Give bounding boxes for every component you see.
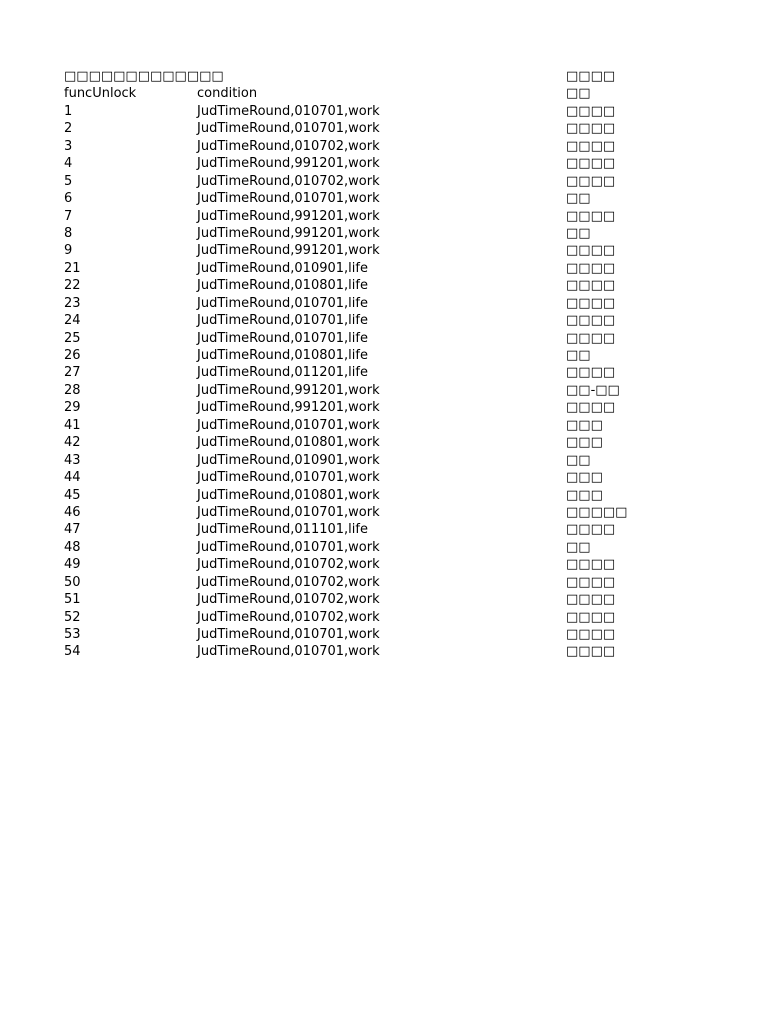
row-gutter bbox=[0, 173, 64, 190]
note-cell: □□□□ bbox=[566, 400, 616, 416]
table-row bbox=[0, 190, 768, 207]
table-row bbox=[0, 591, 768, 608]
func-unlock-id: 4 bbox=[64, 156, 73, 172]
note-cell: □□□□ bbox=[566, 609, 616, 625]
condition-cell: JudTimeRound,010901,work bbox=[197, 452, 380, 468]
note-cell: □□ bbox=[566, 348, 591, 363]
note-cell: □□□ bbox=[566, 417, 603, 433]
func-unlock-id: 5 bbox=[64, 173, 73, 189]
func-unlock-id: 28 bbox=[64, 382, 81, 398]
func-unlock-id: 51 bbox=[64, 592, 81, 608]
row-gutter bbox=[0, 295, 64, 312]
func-unlock-id: 48 bbox=[64, 539, 81, 555]
condition-cell: JudTimeRound,010701,work bbox=[197, 417, 380, 433]
condition-cell: JudTimeRound,011201,life bbox=[197, 365, 368, 381]
func-unlock-id: 25 bbox=[64, 330, 81, 346]
note-cell: □□□□□ bbox=[566, 504, 628, 520]
note-cell: □□□□ bbox=[566, 313, 616, 329]
note-cell: □□□□ bbox=[566, 627, 616, 642]
row-gutter bbox=[0, 312, 64, 329]
note-cell: □□□ bbox=[566, 435, 603, 451]
condition-cell: JudTimeRound,991201,work bbox=[197, 243, 380, 259]
condition-cell: JudTimeRound,010701,work bbox=[197, 121, 380, 137]
note-cell: □□□□ bbox=[566, 156, 616, 172]
table-row bbox=[0, 225, 768, 242]
note-cell: □□□□ bbox=[566, 644, 616, 660]
row-gutter bbox=[0, 574, 64, 591]
row-gutter bbox=[0, 452, 64, 469]
table-row bbox=[0, 487, 768, 504]
table-row bbox=[0, 103, 768, 120]
row-gutter bbox=[0, 103, 64, 120]
table-row bbox=[0, 295, 768, 312]
row-gutter bbox=[0, 591, 64, 608]
note-cell: □□□□ bbox=[566, 592, 616, 608]
func-unlock-id: 6 bbox=[64, 191, 73, 207]
row-gutter bbox=[0, 277, 64, 294]
table-row bbox=[0, 382, 768, 399]
row-gutter bbox=[0, 330, 64, 347]
note-cell: □□□□ bbox=[566, 173, 616, 189]
sheet-title: □□□□□□□□□□□□□ bbox=[64, 69, 224, 84]
table-row bbox=[0, 574, 768, 591]
func-unlock-id: 27 bbox=[64, 365, 81, 381]
note-cell: □□□□ bbox=[566, 365, 616, 381]
row-gutter bbox=[0, 469, 64, 486]
condition-cell: JudTimeRound,010702,work bbox=[197, 138, 380, 154]
note-cell: □□□□ bbox=[566, 522, 616, 538]
row-gutter bbox=[0, 399, 64, 416]
condition-column-header: condition bbox=[197, 86, 258, 102]
condition-cell: JudTimeRound,010702,work bbox=[197, 574, 380, 590]
condition-cell: JudTimeRound,010701,work bbox=[197, 191, 380, 207]
note-cell: □□□□ bbox=[566, 260, 616, 276]
row-gutter bbox=[0, 626, 64, 643]
row-gutter bbox=[0, 155, 64, 172]
row-gutter bbox=[0, 68, 64, 85]
func-unlock-id: 21 bbox=[64, 260, 81, 276]
func-unlock-id: 46 bbox=[64, 504, 81, 520]
condition-cell: JudTimeRound,010702,work bbox=[197, 173, 380, 189]
table-row bbox=[0, 609, 768, 626]
func-unlock-id: 52 bbox=[64, 609, 81, 625]
note-cell: □□□□ bbox=[566, 330, 616, 346]
row-gutter bbox=[0, 382, 64, 399]
row-gutter bbox=[0, 190, 64, 207]
note-cell: □□□□ bbox=[566, 243, 616, 259]
func-unlock-id: 29 bbox=[64, 400, 81, 416]
note-cell: □□□□ bbox=[566, 557, 616, 573]
table-row bbox=[0, 173, 768, 190]
condition-cell: JudTimeRound,010701,work bbox=[197, 644, 380, 660]
func-unlock-id: 45 bbox=[64, 487, 81, 503]
condition-cell: JudTimeRound,010701,work bbox=[197, 470, 380, 486]
table-row bbox=[0, 312, 768, 329]
func-unlock-id: 49 bbox=[64, 557, 81, 573]
func-unlock-id: 43 bbox=[64, 452, 81, 468]
table-row bbox=[0, 364, 768, 381]
table-row bbox=[0, 138, 768, 155]
row-gutter bbox=[0, 521, 64, 538]
condition-cell: JudTimeRound,991201,work bbox=[197, 225, 380, 241]
func-unlock-id: 3 bbox=[64, 138, 73, 154]
table-row bbox=[0, 556, 768, 573]
row-gutter bbox=[0, 434, 64, 451]
table-row bbox=[0, 242, 768, 259]
note-cell: □□□□ bbox=[566, 138, 616, 154]
condition-cell: JudTimeRound,010702,work bbox=[197, 609, 380, 625]
condition-cell: JudTimeRound,010701,work bbox=[197, 539, 380, 555]
func-unlock-id: 24 bbox=[64, 313, 81, 329]
condition-cell: JudTimeRound,010701,life bbox=[197, 313, 368, 329]
table-row bbox=[0, 643, 768, 660]
table-row bbox=[0, 120, 768, 137]
note-title: □□□□ bbox=[566, 69, 616, 84]
condition-cell: JudTimeRound,991201,work bbox=[197, 208, 380, 224]
note-cell: □□□□ bbox=[566, 278, 616, 294]
row-gutter bbox=[0, 417, 64, 434]
note-cell: □□□□ bbox=[566, 295, 616, 311]
condition-cell: JudTimeRound,010702,work bbox=[197, 592, 380, 608]
note-cell: □□ bbox=[566, 191, 591, 207]
func-unlock-id: 23 bbox=[64, 295, 81, 311]
note-column-header: □□ bbox=[566, 86, 591, 102]
row-gutter bbox=[0, 138, 64, 155]
func-unlock-id: 54 bbox=[64, 644, 81, 660]
func-unlock-id: 47 bbox=[64, 522, 81, 538]
condition-cell: JudTimeRound,991201,work bbox=[197, 382, 380, 398]
func-unlock-id: 22 bbox=[64, 278, 81, 294]
table-row bbox=[0, 521, 768, 538]
row-gutter bbox=[0, 260, 64, 277]
row-gutter bbox=[0, 225, 64, 242]
condition-cell: JudTimeRound,010801,work bbox=[197, 487, 380, 503]
condition-cell: JudTimeRound,010801,work bbox=[197, 435, 380, 451]
row-gutter bbox=[0, 364, 64, 381]
row-gutter bbox=[0, 487, 64, 504]
table-row bbox=[0, 155, 768, 172]
func-unlock-id: 44 bbox=[64, 470, 81, 486]
condition-cell: JudTimeRound,010701,work bbox=[197, 627, 380, 642]
row-gutter bbox=[0, 609, 64, 626]
condition-cell: JudTimeRound,010801,life bbox=[197, 278, 368, 294]
table-row bbox=[0, 452, 768, 469]
note-cell: □□□□ bbox=[566, 574, 616, 590]
table-row bbox=[0, 434, 768, 451]
spreadsheet bbox=[0, 68, 768, 661]
row-gutter bbox=[0, 539, 64, 556]
note-cell: □□□□ bbox=[566, 121, 616, 137]
condition-cell: JudTimeRound,991201,work bbox=[197, 156, 380, 172]
table-row bbox=[0, 399, 768, 416]
row-gutter bbox=[0, 208, 64, 225]
func-unlock-id: 8 bbox=[64, 225, 73, 241]
note-cell: □□-□□ bbox=[566, 382, 620, 398]
table-row bbox=[0, 469, 768, 486]
table-row bbox=[0, 539, 768, 556]
func-unlock-id: 9 bbox=[64, 243, 73, 259]
note-cell: □□□□ bbox=[566, 208, 616, 224]
row-gutter bbox=[0, 85, 64, 102]
condition-cell: JudTimeRound,010702,work bbox=[197, 557, 380, 573]
condition-cell: JudTimeRound,010701,life bbox=[197, 295, 368, 311]
data-rows bbox=[0, 103, 768, 661]
condition-cell: JudTimeRound,010901,life bbox=[197, 260, 368, 276]
func-unlock-id: 42 bbox=[64, 435, 81, 451]
row-gutter bbox=[0, 347, 64, 364]
row-gutter bbox=[0, 120, 64, 137]
condition-cell: JudTimeRound,010801,life bbox=[197, 348, 368, 363]
id-column-header: funcUnlock bbox=[64, 86, 137, 102]
func-unlock-id: 26 bbox=[64, 348, 81, 363]
func-unlock-id: 1 bbox=[64, 103, 73, 119]
table-row bbox=[0, 417, 768, 434]
condition-cell: JudTimeRound,991201,work bbox=[197, 400, 380, 416]
row-gutter bbox=[0, 556, 64, 573]
table-row bbox=[0, 260, 768, 277]
condition-cell: JudTimeRound,010701,work bbox=[197, 504, 380, 520]
table-row bbox=[0, 347, 768, 364]
table-row bbox=[0, 504, 768, 521]
table-row bbox=[0, 277, 768, 294]
row-gutter bbox=[0, 643, 64, 660]
row-gutter bbox=[0, 504, 64, 521]
table-row bbox=[0, 330, 768, 347]
func-unlock-id: 41 bbox=[64, 417, 81, 433]
table-row bbox=[0, 208, 768, 225]
note-cell: □□ bbox=[566, 539, 591, 555]
note-cell: □□ bbox=[566, 225, 591, 241]
table-row bbox=[0, 626, 768, 643]
func-unlock-id: 53 bbox=[64, 627, 81, 642]
func-unlock-id: 2 bbox=[64, 121, 73, 137]
title-row bbox=[0, 68, 768, 85]
note-cell: □□□□ bbox=[566, 103, 616, 119]
condition-cell: JudTimeRound,011101,life bbox=[197, 522, 368, 538]
note-cell: □□□ bbox=[566, 487, 603, 503]
func-unlock-id: 50 bbox=[64, 574, 81, 590]
condition-cell: JudTimeRound,010701,work bbox=[197, 103, 380, 119]
column-header-row bbox=[0, 85, 768, 102]
func-unlock-id: 7 bbox=[64, 208, 73, 224]
row-gutter bbox=[0, 242, 64, 259]
note-cell: □□□ bbox=[566, 470, 603, 486]
condition-cell: JudTimeRound,010701,life bbox=[197, 330, 368, 346]
note-cell: □□ bbox=[566, 452, 591, 468]
